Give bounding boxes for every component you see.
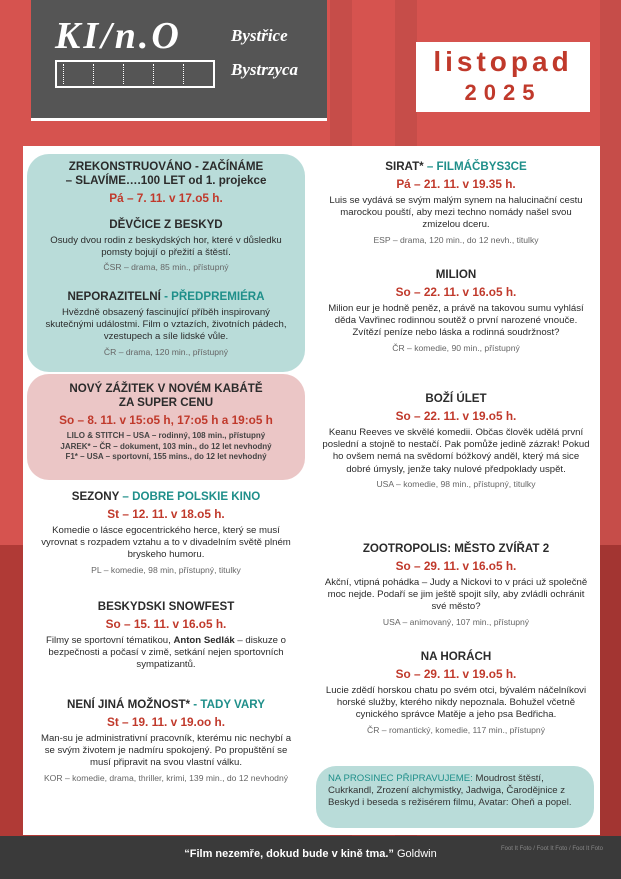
event-description: Hvězdně obsazený fascinující příběh inspirovaný skutečnými událostmi. Film o vztazích, životních pádech, vzestupech a síle lidské vůle. <box>45 307 287 343</box>
film-strip-icon <box>55 60 215 88</box>
event-description: Milion eur je hodně peněz, a právě na takovou sumu vyhlásí děda Vavřinec rodinnou soutěž o první narozené vnouče. Zvítězí peníze nebo láska a rodinná soudržnost? <box>328 303 584 339</box>
event-film-line: JAREK* – ČR – dokument, 103 min., do 12 let nevhodný <box>60 441 272 451</box>
event-meta: ČR – romantický, komedie, 117 min., přístupný <box>367 724 545 735</box>
event-title: – SLAVÍME….100 LET od 1. projekce <box>65 174 267 187</box>
december-preview-label: NA PROSINEC PŘIPRAVUJEME: <box>328 773 473 784</box>
event-title: ZA SUPER CENU <box>118 396 214 409</box>
quote-text: “Film nezemře, dokud bude v kině tma.” <box>184 848 394 860</box>
event-date: St – 12. 11. v 18.o5 h. <box>107 507 225 521</box>
event-title: BESKYDSKI SNOWFEST <box>97 600 235 613</box>
event-date: So – 22. 11. v 19.o5 h. <box>395 409 517 423</box>
event-novy-zazitek <box>37 382 295 463</box>
event-date: So – 15. 11. v 16.o5 h. <box>105 617 227 631</box>
event-meta: KOR – komedie, drama, thriller, krimi, 139 min., do 12 nevhodný <box>43 772 289 783</box>
event-date: Pá – 21. 11. v 19.35 h. <box>396 177 516 191</box>
event-bozi-ulet <box>321 392 591 490</box>
event-title: ZREKONSTRUOVÁNO - ZAČÍNÁME <box>68 160 264 173</box>
event-description: Luis se vydává se svým malým synem na halucinační cestu marockou pouští, aby mezi techno nomády našel svou zmizelou dceru. <box>329 195 583 231</box>
event-title: BOŽÍ ÚLET <box>425 392 487 405</box>
photo-credits: Foot It Foto / Foot It Foto / Foot It Foto <box>500 846 603 852</box>
event-meta: ČR – komedie, 90 min., přístupný <box>392 342 520 353</box>
event-meta: ČR – drama, 120 min., přístupný <box>103 346 229 357</box>
year-label: 2025 <box>464 80 542 105</box>
town-name-cz: Bystřice <box>231 26 288 45</box>
month-label: listopad <box>433 46 573 77</box>
event-date: St – 19. 11. v 19.oo h. <box>106 715 226 729</box>
event-title: NA HORÁCH <box>420 650 492 663</box>
event-film-line: LILO & STITCH – USA – rodinný, 108 min., přístupný <box>66 431 266 440</box>
event-description: Komedie o lásce egocentrického herce, který se musí vyrovnat s rozpadem vztahu a to v divadelním světě plném bryskeho humoru. <box>41 525 291 561</box>
event-title: ZOOTROPOLIS: MĚSTO ZVÍŘAT 2 <box>362 542 550 555</box>
event-badge: - TADY VARY <box>190 698 265 711</box>
event-badge: – FILMÁČBYS3CE <box>423 160 527 173</box>
event-date: Pá – 7. 11. v 17.o5 h. <box>109 191 223 205</box>
event-neni-jina-moznost <box>37 698 295 784</box>
event-date: So – 22. 11. v 16.o5 h. <box>395 285 517 299</box>
event-milion <box>321 268 591 354</box>
event-film-line: F1* – USA – sportovní, 155 mins., do 12 let nevhodný <box>65 452 267 461</box>
event-description: Lucie zdědí horskou chatu po svém otci, bývalém náčelníkovi horské služby, kterého nikdy nepoznala. Bohužel včetně cynického správce Matěje a jeho psa Bedřicha. <box>325 685 587 721</box>
event-description: Akční, vtipná pohádka – Judy a Nickovi to v práci už společně moc nejde. Podaří se jim ještě spojit síly, aby zvládli ochránit své město? <box>324 577 588 613</box>
event-title: DĚVČICE Z BESKYD <box>109 218 223 231</box>
town-name-pl: Bystrzyca <box>231 60 299 79</box>
event-meta: ČSR – drama, 85 min., přístupný <box>103 262 229 273</box>
event-description: – diskuze o bezpečnosti a počasí v zimě, setkání nejen sportovních sympatizantů. <box>48 635 286 671</box>
event-guest: Anton Sedlák <box>173 635 235 646</box>
december-preview-text: Moudrost štěstí, Cukrkandl, Zrození alchymistky, Jadwiga, Čarodějnice z Beskyd i beseda s režisérem filmu, Avatar: Oheň a popel. <box>328 773 572 809</box>
event-date: So – 8. 11. v 15:o5 h, 17:o5 h a 19:o5 h <box>59 413 273 427</box>
event-title: MILION <box>435 268 477 281</box>
program-panel <box>23 146 600 835</box>
event-meta: PL – komedie, 98 min, přístupný, titulky <box>91 564 241 575</box>
logo-wordmark: KI/n.O <box>55 15 182 57</box>
event-meta: USA – animovaný, 107 min., přístupný <box>382 616 530 627</box>
event-title: NENÍ JINÁ MOŽNOST* <box>67 698 191 711</box>
cinema-logo <box>31 0 327 121</box>
event-zootropolis <box>321 542 591 628</box>
event-title: SIRAT* <box>385 160 424 173</box>
event-devcice <box>37 218 295 273</box>
month-badge <box>416 42 590 112</box>
event-date: So – 29. 11. v 19.o5 h. <box>395 667 517 681</box>
event-description: Man-su je administrativní pracovník, kterému nic nechybí a se svým životem je nadmíru spokojený. Po propuštění se musí připravit na svou vlastní válku. <box>40 733 292 769</box>
event-date: So – 29. 11. v 16.o5 h. <box>395 559 517 573</box>
event-description: Osudy dvou rodin z beskydských hor, které v důsledku pomsty bojují o přežití a štěstí. <box>50 235 282 259</box>
event-description: Filmy se sportovní tématikou, <box>46 635 174 646</box>
event-description: Keanu Reeves ve skvělé komedii. Občas člověk udělá první poslední a stojně to nestačí. Pak pomůže jedině zázrak! Pokud ho ovšem nemá na svědomí bóžkový anděl, který má sice dobré úmysly, jenže taky nulové předpoklady uspět. <box>322 427 590 475</box>
event-meta: USA – komedie, 98 min., přístupný, titulky <box>376 478 536 489</box>
event-snowfest <box>37 600 295 672</box>
event-reopening <box>37 160 295 206</box>
event-sirat <box>321 160 591 246</box>
event-title: SEZONY <box>71 490 120 503</box>
quote-author: Goldwin <box>393 848 437 860</box>
curtain-fold <box>600 0 621 879</box>
december-preview <box>316 766 594 828</box>
event-meta: ESP – drama, 120 min., do 12 nevh., titulky <box>373 234 539 245</box>
event-badge: – DOBRE POLSKIE KINO <box>119 490 261 503</box>
event-na-horach <box>321 650 591 736</box>
event-sezony <box>37 490 295 576</box>
event-title: NOVÝ ZÁŽITEK V NOVÉM KABÁTĚ <box>69 382 263 395</box>
event-neporazitelni <box>37 290 295 358</box>
event-badge: - PŘEDPREMIÉRA <box>160 290 265 303</box>
event-title: NEPORAZITELNÍ <box>67 290 161 303</box>
